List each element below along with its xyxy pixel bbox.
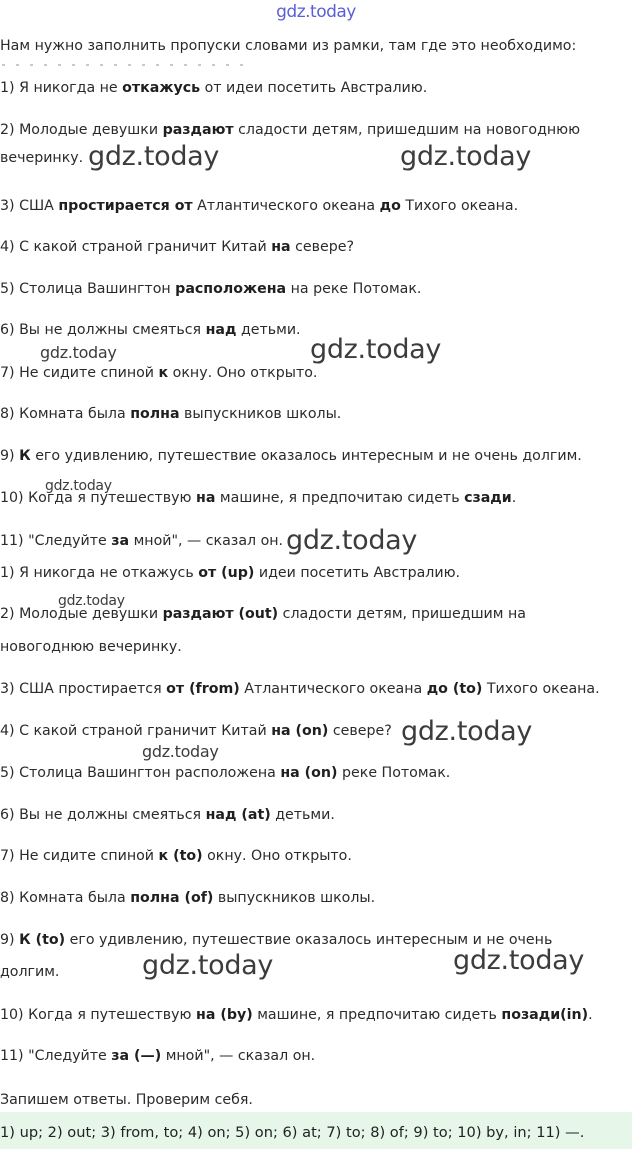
- bold-word: откажусь: [122, 80, 201, 96]
- text-segment: 5) Столица Вашингтон расположена: [0, 765, 281, 781]
- text-segment: 1) Я никогда не откажусь: [0, 565, 199, 581]
- text-segment: 7) Не сидите спиной: [0, 365, 159, 381]
- watermark: gdz.today: [401, 716, 533, 747]
- text-segment: сладости детям, пришедшим на новогоднюю: [233, 122, 581, 138]
- bold-word: простирается от: [58, 198, 193, 214]
- text-segment: выпускников школы.: [213, 890, 376, 906]
- sentence-line-7: [0, 321, 301, 339]
- sentence-line-10: [0, 447, 582, 465]
- bold-word: раздают (out): [162, 606, 279, 622]
- bold-word: полна: [130, 406, 180, 422]
- sentence-line-5: [0, 238, 354, 256]
- text-segment: его удивлению, путешествие оказалось интересным и не очень долгим.: [30, 448, 582, 464]
- bold-word: над (at): [205, 807, 271, 823]
- answer-sentence-line-6: [0, 764, 450, 782]
- cropped-text-fragment: [2, 64, 252, 66]
- bold-word: раздают: [162, 122, 234, 138]
- text-segment: 2) Молодые девушки: [0, 122, 163, 138]
- text-segment: 7) Не сидите спиной: [0, 848, 159, 864]
- text-segment: Тихого океана.: [400, 198, 519, 214]
- text-segment: 2) Молодые девушки: [0, 606, 163, 622]
- answer-sentence-line-8: [0, 847, 352, 865]
- text-segment: машине, я предпочитаю сидеть: [215, 490, 465, 506]
- text-segment: 8) Комната была: [0, 890, 131, 906]
- check-note: Запишем ответы. Проверим себя.: [0, 1092, 253, 1108]
- text-segment: вечеринку.: [0, 150, 84, 166]
- answer-sentence-line-3: [0, 638, 182, 656]
- watermark: gdz.today: [286, 525, 418, 556]
- text-segment: 3) США: [0, 198, 59, 214]
- text-segment: 5) Столица Вашингтон: [0, 281, 176, 297]
- sentence-line-2: [0, 121, 580, 139]
- sentence-line-12: [0, 532, 283, 550]
- site-logo: gdz.today: [276, 2, 356, 22]
- text-segment: 3) США простирается: [0, 681, 167, 697]
- text-segment: долгим.: [0, 964, 60, 980]
- bold-word: над: [205, 322, 237, 338]
- text-segment: окну. Оно открыто.: [202, 848, 352, 864]
- text-segment: .: [511, 490, 517, 506]
- text-segment: от идеи посетить Австралию.: [200, 80, 428, 96]
- bold-word: позади(in): [501, 1007, 589, 1023]
- answers-line: 1) up; 2) out; 3) from, to; 4) on; 5) on; 6) at; 7) to; 8) of; 9) to; 10) by, in; 11) —.: [0, 1124, 585, 1141]
- text-segment: 11) "Следуйте: [0, 533, 112, 549]
- bold-word: сзади: [464, 490, 512, 506]
- text-segment: мной", — сказал он.: [161, 1048, 316, 1064]
- text-segment: новогоднюю вечеринку.: [0, 639, 182, 655]
- bold-word: до (to): [426, 681, 483, 697]
- bold-word: от (up): [198, 565, 255, 581]
- text-segment: Тихого океана.: [482, 681, 600, 697]
- text-segment: окну. Оно открыто.: [168, 365, 318, 381]
- sentence-line-4: [0, 197, 518, 215]
- watermark: gdz.today: [142, 950, 274, 981]
- text-segment: .: [588, 1007, 593, 1023]
- text-segment: 11) "Следуйте: [0, 1048, 112, 1064]
- text-segment: 9): [0, 448, 20, 464]
- bold-word: К (to): [19, 932, 66, 948]
- text-segment: 4) С какой страной граничит Китай: [0, 239, 272, 255]
- watermark: gdz.today: [58, 593, 125, 609]
- text-segment: Атлантического океана: [192, 198, 380, 214]
- text-segment: 10) Когда я путешествую: [0, 1007, 197, 1023]
- text-segment: мной", — сказал он.: [129, 533, 284, 549]
- text-segment: идеи посетить Австралию.: [254, 565, 461, 581]
- bold-word: на (on): [271, 723, 329, 739]
- text-segment: детьми.: [270, 807, 335, 823]
- bold-word: к: [158, 365, 169, 381]
- watermark: gdz.today: [400, 141, 532, 172]
- text-segment: выпускников школы.: [179, 406, 342, 422]
- text-segment: реке Потомак.: [337, 765, 451, 781]
- text-segment: машине, я предпочитаю сидеть: [252, 1007, 502, 1023]
- sentence-line-1: [0, 79, 427, 97]
- text-segment: 9): [0, 932, 20, 948]
- bold-word: к (to): [158, 848, 203, 864]
- text-segment: на реке Потомак.: [286, 281, 422, 297]
- answer-sentence-line-5: [0, 722, 392, 740]
- bold-word: до: [379, 198, 401, 214]
- answer-sentence-line-4: [0, 680, 600, 698]
- sentence-line-3: [0, 149, 83, 167]
- text-segment: 1) Я никогда не: [0, 80, 123, 96]
- watermark: gdz.today: [310, 334, 442, 365]
- intro-text: Нам нужно заполнить пропуски словами из рамки, там где это необходимо:: [0, 38, 577, 54]
- text-segment: 4) С какой страной граничит Китай: [0, 723, 272, 739]
- sentence-line-8: [0, 364, 317, 382]
- sentence-line-9: [0, 405, 341, 423]
- text-segment: его удивлению, путешествие оказалось интересным и не очень: [65, 932, 553, 948]
- answer-sentence-line-9: [0, 889, 375, 907]
- bold-word: на: [196, 490, 216, 506]
- text-segment: севере?: [290, 239, 354, 255]
- bold-word: на (by): [196, 1007, 253, 1023]
- text-segment: 6) Вы не должны смеяться: [0, 807, 206, 823]
- text-segment: детьми.: [236, 322, 301, 338]
- answer-sentence-line-7: [0, 806, 335, 824]
- sentence-line-6: [0, 280, 421, 298]
- bold-word: от (from): [166, 681, 240, 697]
- bold-word: расположена: [175, 281, 287, 297]
- answer-sentence-line-1: [0, 564, 460, 582]
- bold-word: на: [271, 239, 291, 255]
- watermark: gdz.today: [453, 945, 585, 976]
- bold-word: полна (of): [130, 890, 214, 906]
- watermark: gdz.today: [45, 478, 112, 494]
- answer-sentence-line-12: [0, 1006, 593, 1024]
- watermark: gdz.today: [88, 141, 220, 172]
- text-segment: 6) Вы не должны смеяться: [0, 322, 206, 338]
- text-segment: Атлантического океана: [239, 681, 427, 697]
- bold-word: за: [111, 533, 130, 549]
- bold-word: К: [19, 448, 31, 464]
- bold-word: за (—): [111, 1048, 162, 1064]
- text-segment: 8) Комната была: [0, 406, 131, 422]
- text-segment: севере?: [328, 723, 392, 739]
- watermark: gdz.today: [40, 343, 117, 362]
- text-segment: сладости детям, пришедшим на: [278, 606, 526, 622]
- answer-sentence-line-11: [0, 963, 59, 981]
- text-segment: 10) Когда я путешествую: [0, 490, 197, 506]
- bold-word: на (on): [280, 765, 338, 781]
- answer-sentence-line-13: [0, 1047, 315, 1065]
- watermark: gdz.today: [142, 742, 219, 761]
